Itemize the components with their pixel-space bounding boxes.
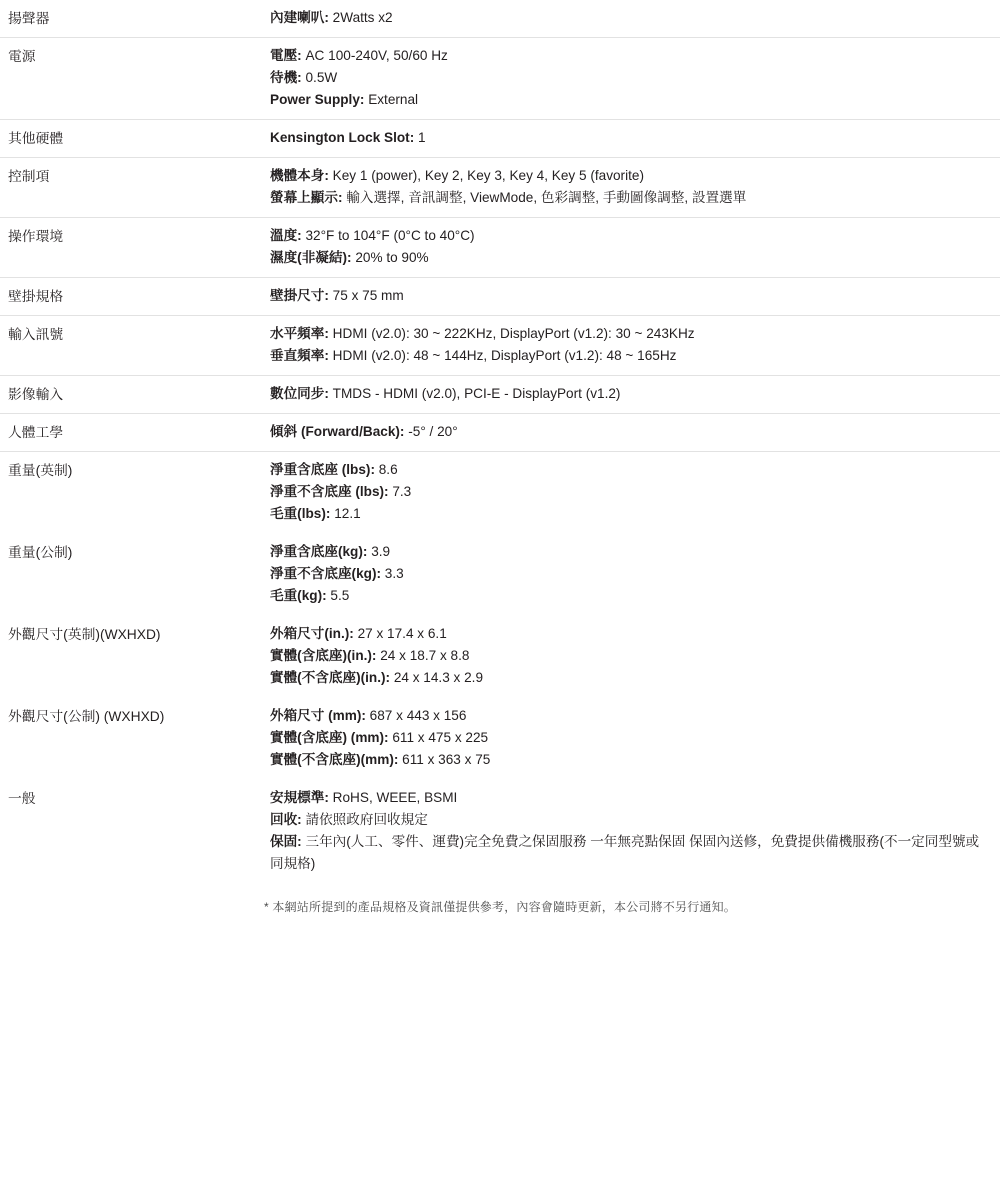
spec-value-line [270,667,990,689]
spec-value-key: 淨重含底座 (lbs): [270,462,375,478]
spec-value-line [270,623,990,645]
spec-label: 影像輸入 [8,387,64,403]
spec-value-line [270,67,990,89]
spec-value-key: 水平頻率: [270,326,329,342]
spec-value-key: 內建喇叭: [270,10,329,25]
spec-value-line [270,187,990,209]
spec-value-text: 75 x 75 mm [328,288,404,304]
spec-value-text: 5.5 [326,588,350,604]
spec-row [0,698,1000,780]
spec-value [266,414,1000,452]
spec-value-key: 實體(含底座)(in.): [270,648,377,664]
spec-value-text: 請依照政府回收規定 [301,812,428,828]
spec-value-text: 32°F to 104°F (0°C to 40°C) [301,228,475,244]
spec-row [0,0,1000,38]
spec-label: 人體工學 [8,425,64,441]
spec-value [266,698,1000,780]
spec-value-line [270,127,990,149]
spec-value-text: 1 [414,130,426,146]
footnote: * 本網站所提到的產品規格及資訊僅提供參考，內容會隨時更新，本公司將不另行通知。 [263,900,736,915]
spec-value-key: 毛重(kg): [270,588,327,604]
spec-value-key: 機體本身: [270,168,329,184]
spec-value-text: 24 x 14.3 x 2.9 [390,670,484,686]
spec-value-text: 0.5W [301,70,338,86]
spec-row [0,414,1000,452]
spec-value-text: 27 x 17.4 x 6.1 [353,626,447,642]
spec-row [0,616,1000,698]
spec-label: 外觀尺寸(英制)(WXHXD) [8,627,161,643]
spec-label: 重量(公制) [8,545,73,561]
spec-value-key: Power Supply: [270,92,365,108]
spec-value-line [270,421,990,443]
spec-value-line [270,323,990,345]
spec-value-text: 7.3 [388,484,412,500]
spec-value [266,376,1000,414]
spec-value-line [270,749,990,771]
spec-value-line [270,809,990,831]
spec-label: 一般 [8,791,36,807]
spec-label: 控制項 [8,169,50,185]
spec-value-key: 壁掛尺寸: [270,288,329,304]
spec-value [266,278,1000,316]
spec-value [266,534,1000,616]
spec-value-text: 12.1 [330,506,361,522]
spec-value-key: 淨重含底座(kg): [270,544,368,560]
spec-label: 其他硬體 [8,131,64,147]
spec-value [266,316,1000,376]
spec-value-key: 實體(不含底座)(in.): [270,670,391,686]
spec-value-key: 外箱尺寸 (mm): [270,708,366,724]
spec-value-text: 687 x 443 x 156 [365,708,467,724]
spec-row [0,534,1000,616]
spec-value-line [270,225,990,247]
spec-value [266,120,1000,158]
spec-value-line [270,787,990,809]
spec-row [0,316,1000,376]
spec-value-line [270,541,990,563]
spec-value-key: Kensington Lock Slot: [270,130,415,146]
spec-value [266,218,1000,278]
spec-label: 壁掛規格 [8,289,64,305]
spec-value [266,38,1000,120]
spec-value-key: 垂直頻率: [270,348,329,364]
spec-value-key: 實體(不含底座)(mm): [270,752,399,768]
spec-value [266,158,1000,218]
spec-value-key: 溫度: [270,228,302,244]
spec-value-text: 24 x 18.7 x 8.8 [376,648,470,664]
spec-value-text: AC 100-240V, 50/60 Hz [301,48,448,64]
spec-value [266,452,1000,534]
spec-value-key: 淨重不含底座(kg): [270,566,382,582]
spec-value-text: External [364,92,419,108]
spec-label: 外觀尺寸(公制) (WXHXD) [8,709,165,725]
spec-value-text: HDMI (v2.0): 48 ~ 144Hz, DisplayPort (v1.2): 48 ~ 165Hz [328,348,677,364]
spec-value-key: 保固: [270,834,302,850]
spec-value-line [270,165,990,187]
spec-value-line [270,481,990,503]
spec-value-line [270,89,990,111]
spec-value-text: 8.6 [374,462,398,478]
spec-value-line [270,645,990,667]
spec-label: 輸入訊號 [8,327,64,343]
spec-value-text: HDMI (v2.0): 30 ~ 222KHz, DisplayPort (v1.2): 30 ~ 243KHz [328,326,695,342]
spec-value-text: RoHS, WEEE, BSMI [328,790,458,806]
spec-value-key: 螢幕上顯示: [270,190,343,206]
spec-value-line [270,727,990,749]
spec-value-text: 3.9 [367,544,391,560]
spec-row [0,278,1000,316]
spec-value-line [270,459,990,481]
spec-value-line [270,383,990,405]
spec-value-key: 待機: [270,70,302,86]
spec-value-key: 淨重不含底座 (lbs): [270,484,389,500]
spec-value-text: 3.3 [381,566,404,582]
spec-value-text: 輸入選擇, 音訊調整, ViewMode, 色彩調整, 手動圖像調整, 設置選單 [342,190,747,206]
spec-row [0,452,1000,534]
spec-label: 揚聲器 [8,11,50,26]
spec-value-line [270,345,990,367]
spec-value-key: 電壓: [270,48,302,64]
spec-value-key: 毛重(lbs): [270,506,331,522]
spec-value-key: 實體(含底座) (mm): [270,730,389,746]
spec-value-line [270,831,990,875]
spec-value [266,616,1000,698]
spec-row [0,158,1000,218]
spec-value-text: Key 1 (power), Key 2, Key 3, Key 4, Key 5 (favorite) [328,168,644,184]
spec-value [266,0,1000,38]
spec-row [0,780,1000,884]
spec-value-key: 回收: [270,812,302,828]
spec-value-text: 611 x 363 x 75 [398,752,491,768]
spec-label: 電源 [8,49,36,65]
spec-value-key: 傾斜 (Forward/Back): [270,424,405,440]
spec-value-text: 611 x 475 x 225 [388,730,489,746]
spec-row [0,376,1000,414]
spec-value-line [270,45,990,67]
spec-value [266,780,1000,884]
spec-row [0,38,1000,120]
spec-value-text: TMDS - HDMI (v2.0), PCI-E - DisplayPort (v1.2) [328,386,621,402]
spec-value-text: -5° / 20° [404,424,458,440]
spec-value-key: 外箱尺寸(in.): [270,626,354,642]
spec-value-line [270,7,990,29]
spec-label: 重量(英制) [8,463,73,479]
spec-value-line [270,585,990,607]
spec-row [0,120,1000,158]
spec-value-line [270,285,990,307]
spec-value-text: 三年內(人工、零件、運費)完全免費之保固服務 一年無亮點保固 保固內送修，免費提供備機服務(不一定同型號或同規格) [270,834,980,872]
spec-value-key: 濕度(非凝結): [270,250,352,266]
spec-value-line [270,705,990,727]
spec-row [0,218,1000,278]
spec-value-line [270,503,990,525]
spec-value-line [270,247,990,269]
spec-value-line [270,563,990,585]
spec-value-text: 2Watts x2 [328,10,393,25]
spec-value-text: 20% to 90% [351,250,429,266]
spec-value-key: 安規標準: [270,790,329,806]
spec-label: 操作環境 [8,229,64,245]
spec-value-key: 數位同步: [270,386,329,402]
